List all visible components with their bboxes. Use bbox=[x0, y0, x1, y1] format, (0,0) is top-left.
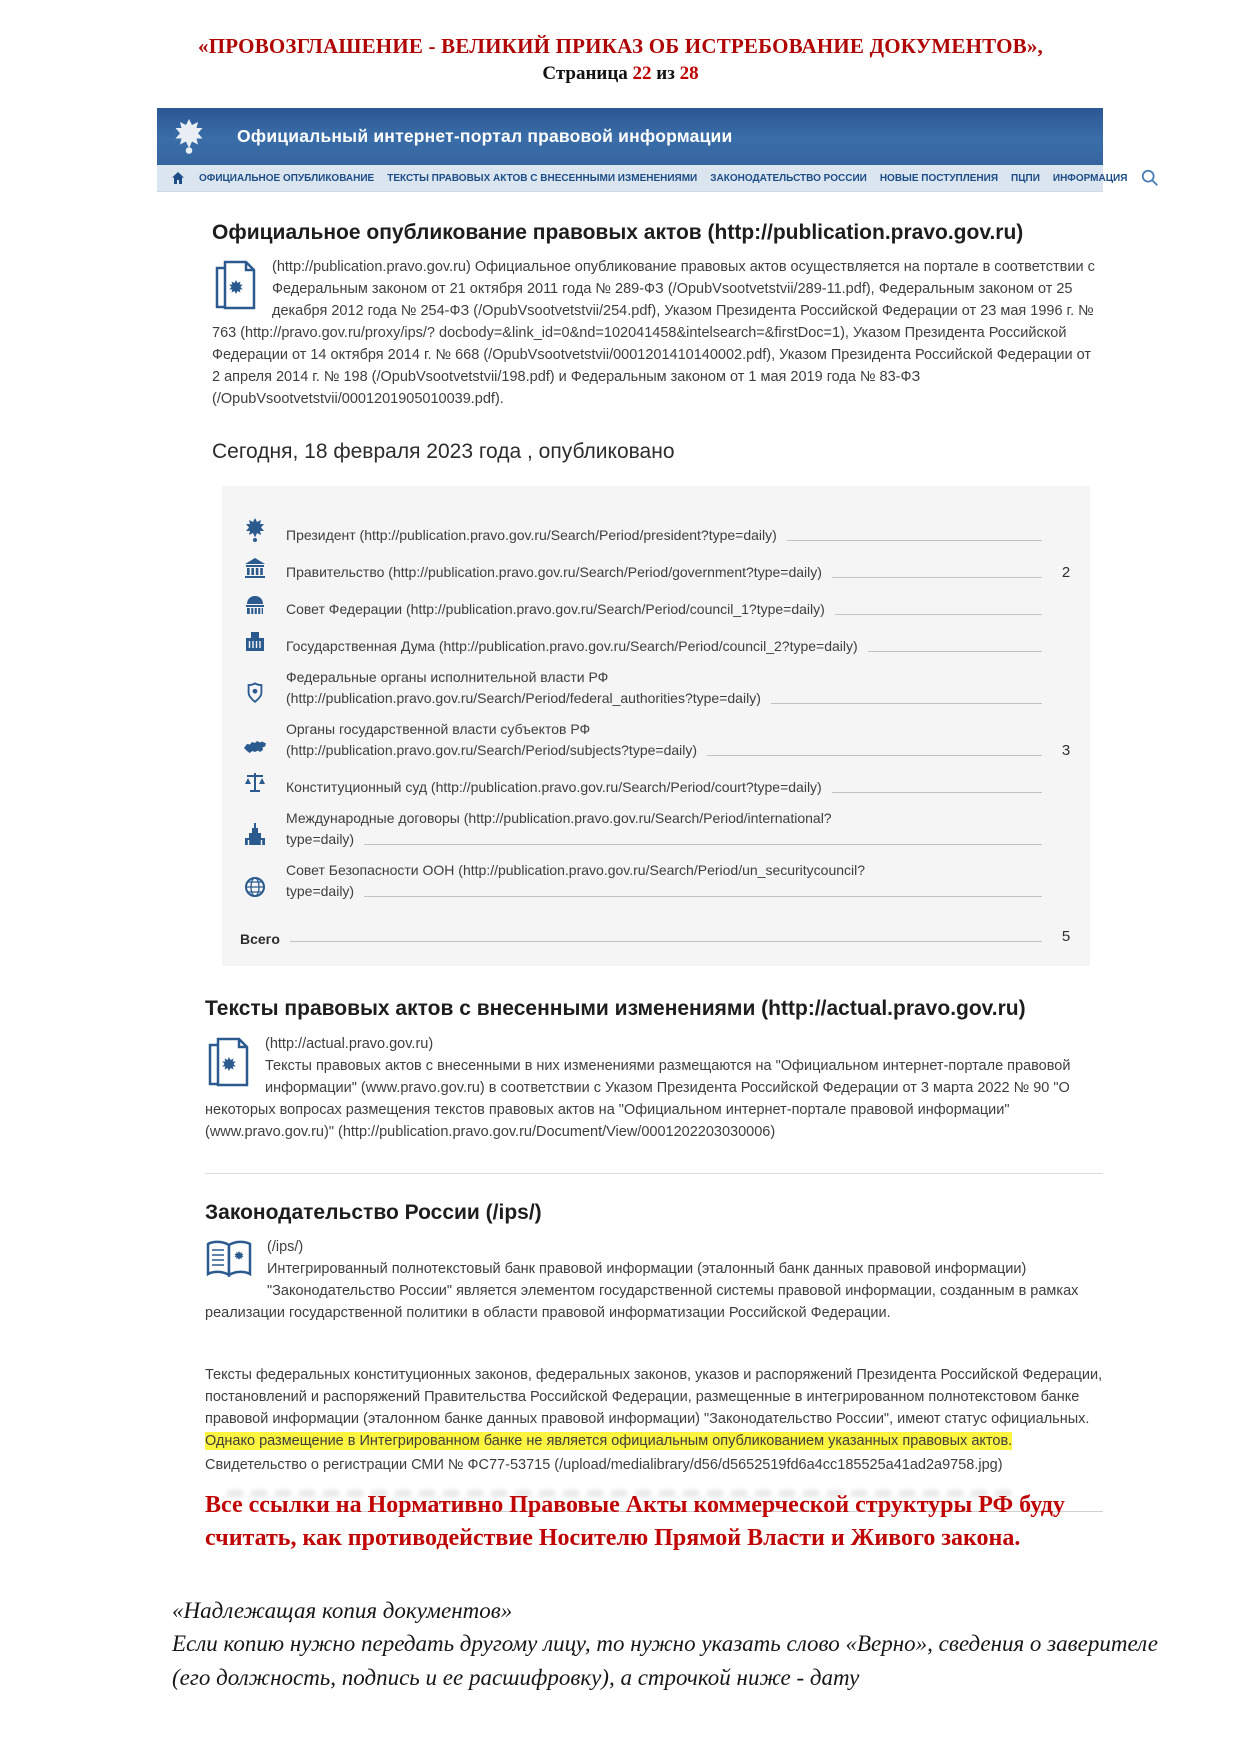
list-item-label: Президент (http://publication.pravo.gov.ru/Search/Period/president?type=daily) bbox=[286, 527, 777, 544]
section-official-publication bbox=[157, 192, 1103, 966]
document-header bbox=[0, 34, 1241, 85]
publication-count bbox=[1042, 900, 1090, 902]
section-heading-ips: Законодательство России (/ips/) bbox=[205, 1200, 542, 1224]
leader-line bbox=[787, 540, 1042, 541]
publication-count bbox=[1042, 618, 1090, 620]
list-item-federal-authorities[interactable] bbox=[222, 662, 1090, 714]
section-heading-actual: Тексты правовых актов с внесенными изменениями (http://actual.pravo.gov.ru) bbox=[205, 997, 1026, 1021]
nav-item-russian-legislation[interactable]: ЗАКОНОДАТЕЛЬСТВО РОССИИ bbox=[710, 172, 867, 184]
list-item-president[interactable] bbox=[222, 512, 1090, 551]
leader-line bbox=[771, 703, 1042, 704]
open-book-icon bbox=[205, 1239, 253, 1281]
leader-line bbox=[832, 577, 1042, 578]
list-item-government[interactable] bbox=[222, 551, 1090, 588]
nav-item-new-arrivals[interactable]: НОВЫЕ ПОСТУПЛЕНИЯ bbox=[879, 172, 999, 184]
page-total: 28 bbox=[679, 63, 699, 84]
ips-paragraph-text: Интегрированный полнотекстовый банк правовой информации (эталонный банк данных правовой информации) "Законодательство России" является элементом государственной системы правовой информации, созданным в рамках реализации государственной политики в области правовой информатизации Российской Федерации. bbox=[205, 1261, 1079, 1322]
footer-note bbox=[172, 1594, 1172, 1694]
publication-count bbox=[1042, 544, 1090, 546]
list-item-label: Федеральные органы исполнительной власти РФ bbox=[286, 669, 609, 686]
list-item-url: (http://publication.pravo.gov.ru/Search/Period/subjects?type=daily) bbox=[286, 742, 698, 759]
list-total-row bbox=[222, 923, 1090, 952]
list-item-label: Органы государственной власти субъектов РФ bbox=[286, 721, 591, 738]
un-globe-icon bbox=[240, 875, 270, 899]
leader-line bbox=[835, 614, 1042, 615]
publication-paragraph-text: (http://publication.pravo.gov.ru) Официальное опубликование правовых актов осуществляется на портале в соответствии с Федеральным законом от 21 октября 2011 года № 289-ФЗ (/OpubVsootvetstvii/289-11.pdf), Федеральным законом от 25 декабря 2012 года № 254-ФЗ (/OpubVsootvetstvii/254.pdf), Указом Президента Российской Федерации от 23 мая 1996 г. № 763 (http://pravo.gov.ru/proxy/ips/? docbody=&link_id=0&nd=102041458&intelsearch=&firstDoc=1), Указом Президента Российской Федерации от 14 октября 2014 г. № 668 (/OpubVsootvetstvii/0001201410140002.pdf), Указом Президента Российской Федерации от 2 апреля 2014 г. № 198 (/OpubVsootvetstvii/198.pdf) и Федеральным законом от 1 мая 2019 года № 83-ФЗ (/OpubVsootvetstvii/0001201905010039.pdf). bbox=[212, 259, 1095, 408]
footer-note-body: Если копию нужно передать другому лицу, то нужно указать слово «Верно», сведения о заверителе (его должность, подпись и ее расшифровку), а строчкой ниже - дату bbox=[172, 1631, 1158, 1690]
footer-note-title: «Надлежащая копия документов» bbox=[172, 1598, 513, 1623]
publication-count bbox=[1042, 655, 1090, 657]
portal-screenshot bbox=[157, 108, 1128, 1512]
portal-masthead bbox=[157, 108, 1103, 165]
actual-url-line: (http://actual.pravo.gov.ru) bbox=[265, 1035, 434, 1052]
publication-count: 2 bbox=[1061, 564, 1071, 582]
list-item-federation-council[interactable] bbox=[222, 588, 1090, 625]
tower-building-icon bbox=[240, 823, 270, 847]
total-count: 5 bbox=[1061, 928, 1071, 946]
leader-line bbox=[707, 755, 1042, 756]
list-item-international-treaties[interactable] bbox=[222, 803, 1090, 855]
lower-sections bbox=[157, 996, 1103, 1512]
documents-stack-icon bbox=[205, 1036, 251, 1090]
publication-count bbox=[1042, 707, 1090, 709]
list-item-label: Международные договоры (http://publication.pravo.gov.ru/Search/Period/international? bbox=[286, 810, 832, 827]
duma-building-icon bbox=[240, 630, 270, 654]
page-indicator bbox=[0, 63, 1241, 85]
red-annotation: Все ссылки на Нормативно Правовые Акты коммерческой структуры РФ буду считать, как противодействие Носителю Прямой Власти и Живого закона. bbox=[205, 1492, 1065, 1551]
documents-stack-icon bbox=[212, 259, 258, 313]
list-item-label: Правительство (http://publication.pravo.gov.ru/Search/Period/government?type=daily) bbox=[286, 564, 822, 581]
list-item-label: Совет Федерации (http://publication.pravo.gov.ru/Search/Period/council_1?type=daily) bbox=[286, 601, 825, 618]
publication-paragraph bbox=[212, 256, 1103, 410]
today-heading: Сегодня, 18 февраля 2023 года , опубликовано bbox=[212, 440, 675, 464]
highlighted-text: Однако размещение в Интегрированном банке не является официальным опубликованием указанных правовых актов. bbox=[205, 1433, 1013, 1450]
nav-item-information[interactable]: ИНФОРМАЦИЯ bbox=[1052, 172, 1128, 184]
list-item-url: type=daily) bbox=[286, 831, 355, 848]
federal-shield-icon bbox=[240, 681, 270, 706]
home-icon[interactable] bbox=[170, 170, 186, 186]
list-item-url: type=daily) bbox=[286, 883, 355, 900]
nav-item-official-publication[interactable]: ОФИЦИАЛЬНОЕ ОПУБЛИКОВАНИЕ bbox=[199, 172, 375, 184]
portal-navbar bbox=[157, 165, 1128, 192]
smi-registration-line: Свидетельство о регистрации СМИ № ФС77-53715 (/upload/medialibrary/d56/d5652519fd6a4cc185525a41ad2a9758.jpg) bbox=[205, 1457, 1003, 1474]
coat-of-arms-icon bbox=[171, 115, 207, 159]
actual-paragraph-text: Тексты правовых актов с внесенными в них изменениями размещаются на "Официальном интернет-портале правовой информации" (www.pravo.gov.ru) в соответствии с Указом Президента Российской Федерации от 3 марта 2022 № 90 "О некоторых вопросах размещения текстов правовых актов на "Официальном интернет-портале правовой информации" (www.pravo.gov.ru)" (http://publication.pravo.gov.ru/Document/View/0001202203030006) bbox=[205, 1057, 1071, 1140]
page-of: из bbox=[656, 63, 675, 84]
government-building-icon bbox=[240, 556, 270, 580]
list-item-label: Конституционный суд (http://publication.pravo.gov.ru/Search/Period/court?type=daily) bbox=[286, 779, 822, 796]
publication-count bbox=[1042, 848, 1090, 850]
actual-paragraph bbox=[205, 1033, 1103, 1143]
section-divider bbox=[205, 1173, 1103, 1174]
page-current: 22 bbox=[632, 63, 652, 84]
section-heading-publication: Официальное опубликование правовых актов (http://publication.pravo.gov.ru) bbox=[212, 221, 1024, 244]
nav-item-amended-texts[interactable]: ТЕКСТЫ ПРАВОВЫХ АКТОВ С ВНЕСЕННЫМИ ИЗМЕНЕНИЯМИ bbox=[387, 172, 698, 184]
ips-status-text: Тексты федеральных конституционных законов, федеральных законов, указов и распоряжений Президента Российской Федерации, постановлений и распоряжений Правительства Российской Федерации, размещенные в интегрированном полнотекстовом банке правовой информации (эталонном банке данных правовой информации) "Законодательство России", имеют статус официальных. bbox=[205, 1367, 1103, 1428]
list-item-un-security-council[interactable] bbox=[222, 855, 1090, 907]
page-prefix: Страница bbox=[542, 63, 628, 84]
ips-url-line: (/ips/) bbox=[267, 1239, 304, 1256]
portal-title: Официальный интернет-портал правовой информации bbox=[237, 126, 733, 146]
list-item-label: Совет Безопасности ООН (http://publication.pravo.gov.ru/Search/Period/un_securitycouncil? bbox=[286, 862, 866, 879]
leader-line bbox=[832, 792, 1042, 793]
russia-map-icon bbox=[240, 734, 270, 758]
list-item-constitutional-court[interactable] bbox=[222, 766, 1090, 803]
publication-count: 3 bbox=[1061, 742, 1071, 760]
list-item-url: (http://publication.pravo.gov.ru/Search/Period/federal_authorities?type=daily) bbox=[286, 690, 761, 707]
ips-status-paragraph bbox=[205, 1364, 1103, 1452]
publication-list-panel bbox=[222, 486, 1090, 966]
list-item-state-duma[interactable] bbox=[222, 625, 1090, 662]
leader-line bbox=[364, 844, 1042, 845]
scales-icon bbox=[240, 771, 270, 795]
search-icon[interactable] bbox=[1140, 168, 1160, 188]
council-dome-icon bbox=[240, 593, 270, 617]
leader-line bbox=[290, 941, 1042, 942]
total-label: Всего bbox=[240, 931, 280, 948]
list-item-subjects[interactable] bbox=[222, 714, 1090, 766]
list-item-label: Государственная Дума (http://publication.pravo.gov.ru/Search/Period/council_2?type=daily) bbox=[286, 638, 858, 655]
document-title: «ПРОВОЗГЛАШЕНИЕ - ВЕЛИКИЙ ПРИКАЗ ОБ ИСТРЕБОВАНИЕ ДОКУМЕНТОВ», bbox=[198, 34, 1043, 58]
ips-paragraph bbox=[205, 1236, 1103, 1324]
leader-line bbox=[364, 896, 1042, 897]
publication-count bbox=[1042, 796, 1090, 798]
leader-line bbox=[868, 651, 1042, 652]
nav-item-pcpi[interactable]: ПЦПИ bbox=[1011, 172, 1040, 184]
president-eagle-icon bbox=[240, 517, 270, 543]
